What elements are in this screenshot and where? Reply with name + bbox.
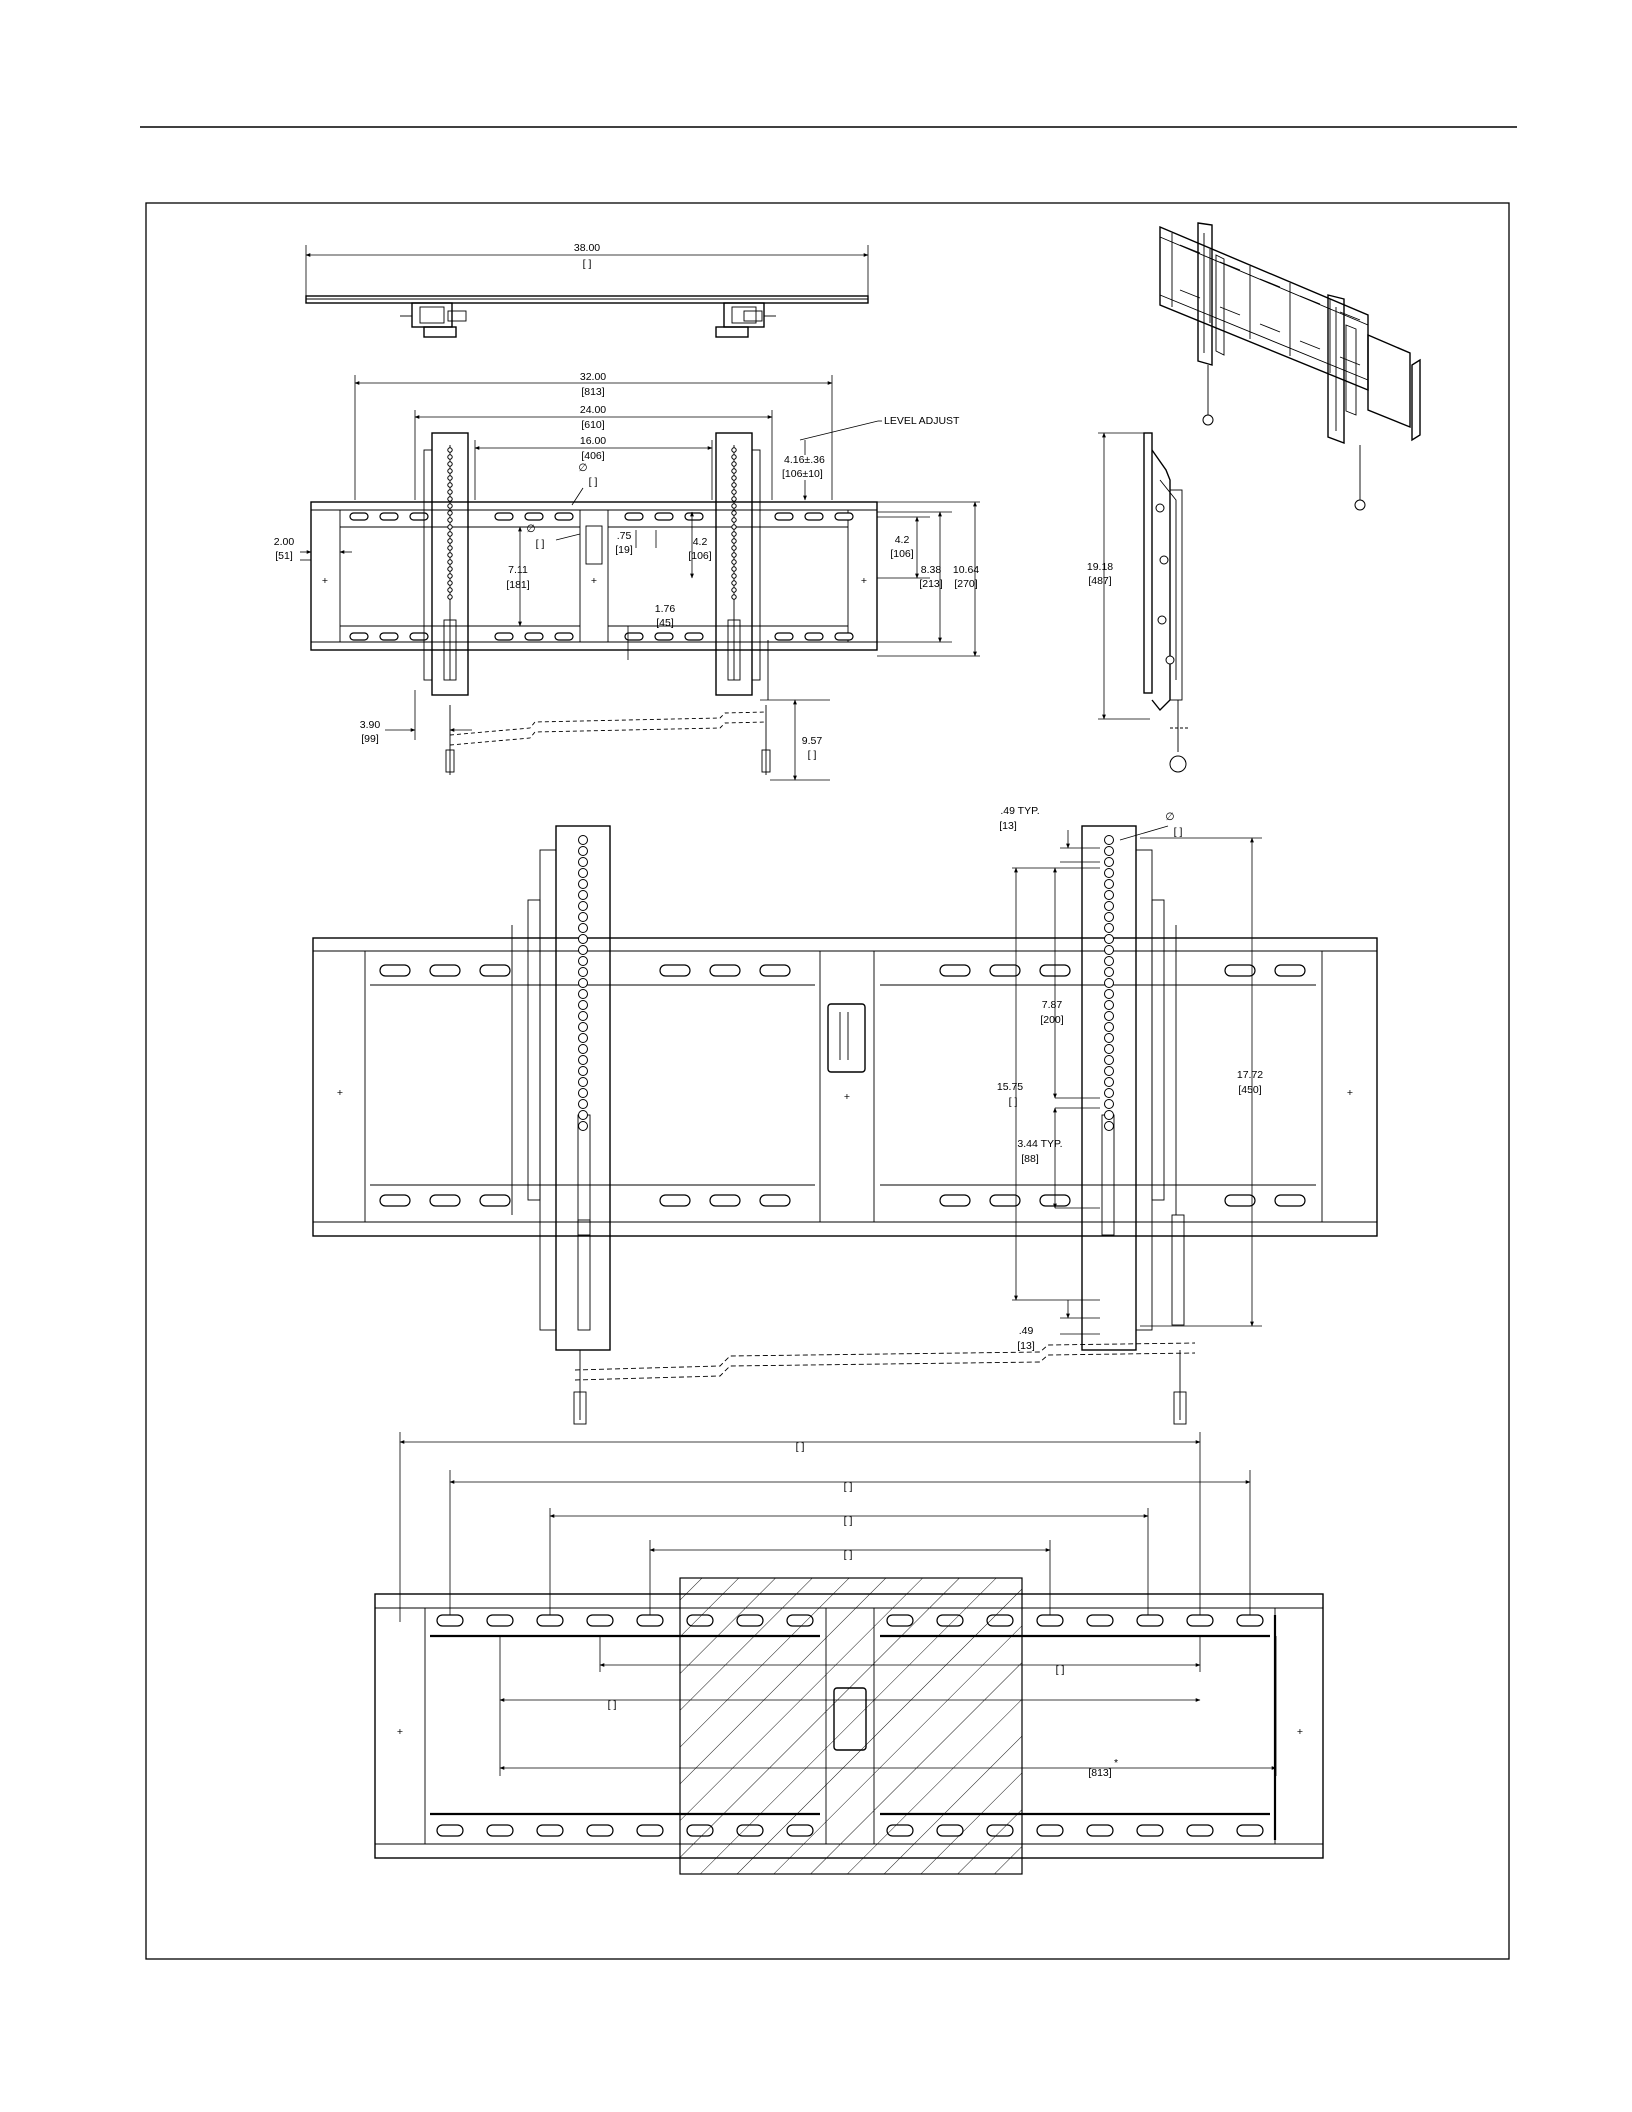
adjustment-hole: [579, 1089, 588, 1098]
bottom-957-mm: [ ]: [807, 749, 817, 761]
adjustment-hole: [732, 469, 736, 473]
adjustment-hole: [1105, 858, 1114, 867]
height-711-inches: 7.11: [508, 564, 528, 576]
mounting-slot: [380, 1195, 410, 1206]
adjustment-hole: [732, 490, 736, 494]
mounting-slot: [1225, 965, 1255, 976]
adjustment-hole: [579, 1056, 588, 1065]
mounting-slot: [487, 1615, 513, 1626]
adjustment-hole: [1105, 847, 1114, 856]
adjustment-hole: [1105, 1111, 1114, 1120]
right-42-inches: 4.2: [894, 534, 910, 546]
mounting-slot: [587, 1615, 613, 1626]
adjustment-hole: [1105, 1100, 1114, 1109]
adjustment-hole: [579, 1012, 588, 1021]
dim-049-mm: [13]: [1017, 1340, 1035, 1352]
top-view: [306, 242, 868, 337]
adjustment-hole: [448, 483, 452, 487]
adjustment-hole: [579, 990, 588, 999]
adjustment-hole: [579, 979, 588, 988]
mounting-slot: [495, 513, 513, 520]
mounting-slot: [1225, 1195, 1255, 1206]
mounting-slot: [940, 1195, 970, 1206]
adjustment-hole: [579, 869, 588, 878]
width-16-mm: [406]: [581, 450, 605, 462]
adjustment-hole: [579, 891, 588, 900]
mounting-slot: [710, 965, 740, 976]
mounting-slot: [1275, 1195, 1305, 1206]
adjustment-hole: [579, 957, 588, 966]
mounting-slot: [805, 513, 823, 520]
adjustment-hole: [448, 574, 452, 578]
adjustment-hole: [448, 518, 452, 522]
mounting-slot: [660, 965, 690, 976]
top-view-bracket-left: [400, 303, 466, 337]
adjustment-hole: [579, 1023, 588, 1032]
width-24-mm: [610]: [581, 419, 605, 431]
adjustment-hole: [448, 581, 452, 585]
mounting-slot: [1237, 1615, 1263, 1626]
mounting-slot: [380, 965, 410, 976]
right-1064-mm: [270]: [954, 578, 978, 590]
mounting-slot: [495, 633, 513, 640]
adjustment-hole: [448, 469, 452, 473]
mounting-slot: [760, 1195, 790, 1206]
adjustment-hole: [1105, 1056, 1114, 1065]
dim-344-mm: [88]: [1021, 1153, 1039, 1165]
bottom-390-mm: [99]: [361, 733, 379, 745]
mounting-slot: [637, 1825, 663, 1836]
mounting-slot: [1187, 1615, 1213, 1626]
adjustment-hole: [732, 525, 736, 529]
adjustment-hole: [732, 518, 736, 522]
width-24-inches: 24.00: [579, 404, 607, 416]
adjustment-hole: [1105, 836, 1114, 845]
side-view: [1087, 433, 1190, 772]
top-width-inches: 38.00: [573, 242, 601, 254]
bottom-dim-f: [ ]: [607, 1699, 617, 1711]
mounting-slot: [710, 1195, 740, 1206]
mounting-slot: [990, 1195, 1020, 1206]
mounting-slot: [655, 633, 673, 640]
adjustment-hole: [448, 546, 452, 550]
top-width-mm: [ ]: [582, 258, 592, 270]
mounting-slot: [835, 513, 853, 520]
adjustment-hole: [448, 462, 452, 466]
dim-075-mm: [19]: [615, 544, 633, 556]
adjustment-hole: [579, 913, 588, 922]
adjustment-hole: [1105, 924, 1114, 933]
large-phi-symbol: ∅: [1165, 811, 1175, 823]
adjustment-hole: [732, 455, 736, 459]
adjustment-hole: [732, 462, 736, 466]
adjustment-hole: [448, 560, 452, 564]
width-32-inches: 32.00: [579, 371, 607, 383]
adjustment-hole: [1105, 913, 1114, 922]
adjustment-hole: [448, 490, 452, 494]
adjustment-hole: [1105, 946, 1114, 955]
mounting-slot: [555, 513, 573, 520]
adjustment-hole: [732, 595, 736, 599]
adjustment-hole: [579, 858, 588, 867]
svg-text:+: +: [336, 1087, 344, 1099]
phi-mm-2: [ ]: [535, 538, 545, 550]
adjustment-hole: [448, 539, 452, 543]
mounting-slot: [1187, 1825, 1213, 1836]
adjustment-hole: [732, 511, 736, 515]
adjustment-hole: [1105, 1089, 1114, 1098]
dim-787-inches: 7.87: [1041, 999, 1063, 1011]
mounting-slot: [637, 1615, 663, 1626]
adjustment-hole: [732, 588, 736, 592]
mounting-slot: [437, 1825, 463, 1836]
mounting-slot: [430, 1195, 460, 1206]
adjustment-hole: [579, 946, 588, 955]
mounting-slot: [685, 513, 703, 520]
adjustment-hole: [732, 504, 736, 508]
adjustment-hole: [448, 588, 452, 592]
adjustment-hole: [732, 546, 736, 550]
typ-049-mm: [13]: [999, 820, 1017, 832]
adjustment-hole: [448, 497, 452, 501]
adjustment-hole: [1105, 1023, 1114, 1032]
svg-text:+: +: [1296, 1726, 1304, 1738]
adjustment-hole: [579, 935, 588, 944]
adjustment-hole: [732, 448, 736, 452]
adjustment-hole: [579, 1078, 588, 1087]
adjustment-hole: [1105, 1034, 1114, 1043]
svg-text:+: +: [860, 575, 868, 587]
bottom-dim-d: [ ]: [843, 1549, 853, 1561]
adjustment-hole: [732, 574, 736, 578]
mounting-slot: [350, 633, 368, 640]
adjustment-hole: [448, 553, 452, 557]
adjustment-hole: [1105, 968, 1114, 977]
svg-text:+: +: [1346, 1087, 1354, 1099]
left-offset-inches: 2.00: [273, 536, 295, 548]
isometric-view: [1160, 223, 1420, 510]
bottom-dim-c: [ ]: [843, 1515, 853, 1527]
mounting-slot: [1275, 965, 1305, 976]
bottom-390-inches: 3.90: [359, 719, 381, 731]
adjustment-hole: [579, 1122, 588, 1131]
mounting-slot: [625, 513, 643, 520]
mounting-slot: [1237, 1825, 1263, 1836]
mounting-slot: [775, 633, 793, 640]
front-view-large: [313, 805, 1377, 1424]
adjustment-hole: [732, 476, 736, 480]
mounting-slot: [537, 1825, 563, 1836]
side-height-inches: 19.18: [1086, 561, 1114, 573]
dim-176-inches: 1.76: [654, 603, 676, 615]
top-view-bracket-right: [716, 303, 776, 337]
phi-symbol: ∅: [578, 462, 588, 474]
mounting-slot: [480, 1195, 510, 1206]
adjustment-hole: [579, 1001, 588, 1010]
mounting-slot: [525, 633, 543, 640]
mounting-slot: [1037, 1825, 1063, 1836]
adjustment-hole: [1105, 1122, 1114, 1131]
mounting-slot: [430, 965, 460, 976]
right-42-mm: [106]: [890, 548, 914, 560]
large-phi-mm: [ ]: [1173, 826, 1183, 838]
mounting-slot: [555, 633, 573, 640]
mounting-slot: [660, 1195, 690, 1206]
mounting-slot: [437, 1615, 463, 1626]
mounting-slot: [835, 633, 853, 640]
mounting-slot: [380, 513, 398, 520]
adjustment-hole: [732, 581, 736, 585]
adjustment-hole: [1105, 1001, 1114, 1010]
mounting-slot: [525, 513, 543, 520]
phi-symbol-2: ∅: [526, 523, 536, 535]
adjustment-hole: [448, 476, 452, 480]
mounting-slot: [1137, 1615, 1163, 1626]
svg-text:+: +: [321, 575, 329, 587]
adjustment-hole: [1105, 1012, 1114, 1021]
adjustment-hole: [579, 1067, 588, 1076]
mounting-slot: [1037, 1615, 1063, 1626]
level-adjust-mm: [106±10]: [782, 468, 823, 480]
dim-176-mm: [45]: [656, 617, 674, 629]
adjustment-hole: [448, 567, 452, 571]
mounting-slot: [940, 965, 970, 976]
mounting-slot: [537, 1615, 563, 1626]
svg-text:+: +: [590, 575, 598, 587]
adjustment-hole: [732, 483, 736, 487]
dim-075-inches: .75: [616, 530, 632, 542]
adjustment-hole: [732, 497, 736, 501]
dim-42-inches: 4.2: [692, 536, 708, 548]
mounting-slot: [1087, 1825, 1113, 1836]
mounting-slot: [805, 633, 823, 640]
mounting-slot: [685, 633, 703, 640]
adjustment-hole: [579, 902, 588, 911]
adjustment-hole: [579, 836, 588, 845]
mounting-slot: [655, 513, 673, 520]
mounting-slot: [775, 513, 793, 520]
adjustment-hole: [1105, 935, 1114, 944]
typ-049-inches: .49 TYP.: [1000, 805, 1040, 817]
right-838-inches: 8.38: [920, 564, 942, 576]
adjustment-hole: [579, 1111, 588, 1120]
mounting-slot: [410, 633, 428, 640]
adjustment-hole: [448, 532, 452, 536]
width-32-mm: [813]: [581, 386, 605, 398]
adjustment-hole: [448, 525, 452, 529]
adjustment-hole: [448, 455, 452, 459]
dim-1575-inches: 15.75: [996, 1081, 1024, 1093]
svg-text:+: +: [843, 1091, 851, 1103]
adjustment-hole: [1105, 990, 1114, 999]
adjustment-hole: [732, 560, 736, 564]
mounting-slot: [380, 633, 398, 640]
bottom-957-inches: 9.57: [801, 735, 823, 747]
phi-mm: [ ]: [588, 476, 598, 488]
adjustment-hole: [1105, 1078, 1114, 1087]
adjustment-hole: [579, 968, 588, 977]
dim-049-inches: .49: [1018, 1325, 1034, 1337]
mounting-slot: [990, 965, 1020, 976]
adjustment-hole: [1105, 1045, 1114, 1054]
dim-42-mm: [106]: [688, 550, 712, 562]
dim-1575-mm: [ ]: [1008, 1096, 1018, 1108]
right-838-mm: [213]: [919, 578, 943, 590]
mounting-slot: [1137, 1825, 1163, 1836]
width-16-inches: 16.00: [579, 435, 607, 447]
adjustment-hole: [1105, 880, 1114, 889]
adjustment-hole: [579, 847, 588, 856]
adjustment-hole: [1105, 957, 1114, 966]
mounting-slot: [487, 1825, 513, 1836]
bottom-dim-e: [ ]: [1055, 1664, 1065, 1676]
adjustment-hole: [579, 1100, 588, 1109]
bottom-view: [375, 1432, 1323, 1874]
mounting-slot: [587, 1825, 613, 1836]
adjustment-hole: [579, 1034, 588, 1043]
adjustment-hole: [579, 880, 588, 889]
mounting-slot: [760, 965, 790, 976]
mounting-slot: [350, 513, 368, 520]
mounting-slot: [1087, 1615, 1113, 1626]
front-view-small: [274, 371, 980, 780]
bottom-dim-g: [813]: [1088, 1767, 1112, 1779]
height-711-mm: [181]: [506, 579, 530, 591]
dim-344-inches: 3.44 TYP.: [1017, 1138, 1063, 1150]
side-height-mm: [487]: [1088, 575, 1112, 587]
mounting-slot: [410, 513, 428, 520]
level-adjust-label: LEVEL ADJUST: [884, 415, 960, 427]
bottom-dim-b: [ ]: [843, 1481, 853, 1493]
adjustment-hole: [448, 511, 452, 515]
dim-1772-mm: [450]: [1238, 1084, 1262, 1096]
mounting-slot: [480, 965, 510, 976]
adjustment-hole: [732, 567, 736, 571]
adjustment-hole: [1105, 869, 1114, 878]
dim-787-mm: [200]: [1040, 1014, 1064, 1026]
svg-text:+: +: [396, 1726, 404, 1738]
right-1064-inches: 10.64: [952, 564, 980, 576]
adjustment-hole: [1105, 1067, 1114, 1076]
bottom-dim-a: [ ]: [795, 1441, 805, 1453]
adjustment-hole: [448, 504, 452, 508]
adjustment-hole: [1105, 891, 1114, 900]
adjustment-hole: [732, 553, 736, 557]
adjustment-hole: [732, 532, 736, 536]
dim-1772-inches: 17.72: [1236, 1069, 1264, 1081]
adjustment-hole: [448, 595, 452, 599]
adjustment-hole: [1105, 979, 1114, 988]
adjustment-hole: [579, 924, 588, 933]
level-adjust-value: 4.16±.36: [784, 454, 825, 466]
adjustment-hole: [448, 448, 452, 452]
adjustment-hole: [1105, 902, 1114, 911]
adjustment-hole: [579, 1045, 588, 1054]
left-offset-mm: [51]: [275, 550, 293, 562]
adjustment-hole: [732, 539, 736, 543]
bottom-dim-g-star: *: [1113, 1757, 1119, 1769]
